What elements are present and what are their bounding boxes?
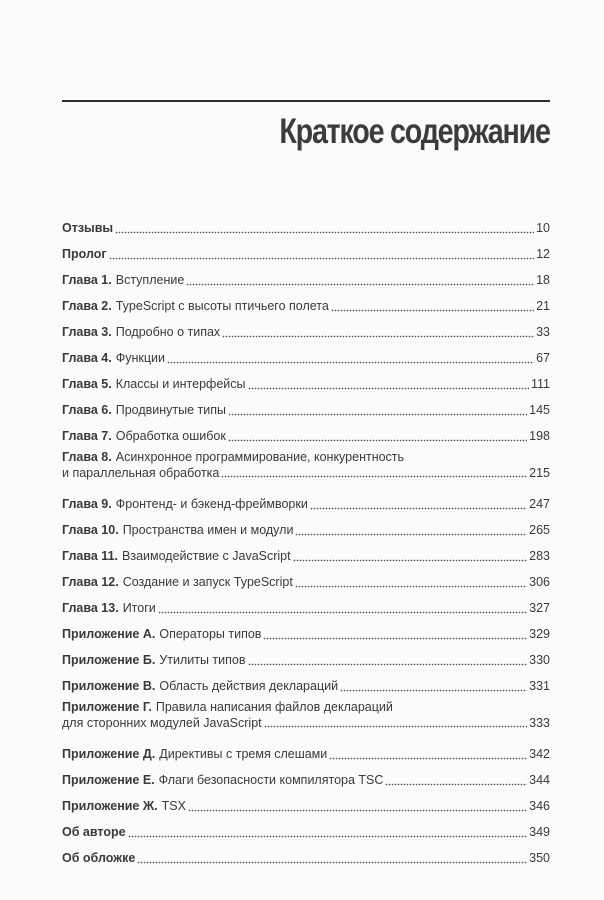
- dot-leader: [340, 689, 527, 692]
- dot-leader: [158, 611, 527, 614]
- entry-title: Взаимодействие с JavaScript: [122, 549, 291, 563]
- dot-leader: [137, 861, 527, 864]
- dot-leader: [264, 725, 528, 728]
- toc-entry[interactable]: [62, 517, 550, 543]
- dot-leader: [329, 757, 527, 760]
- page-number: 33: [536, 325, 550, 339]
- page-number: 215: [529, 466, 550, 480]
- dot-leader: [188, 809, 527, 812]
- entry-label: Приложение Ж.: [62, 799, 158, 813]
- toc-entry[interactable]: [62, 319, 550, 345]
- entry-title: Флаги безопасности компилятора TSC: [158, 773, 384, 787]
- page-number: 10: [536, 221, 550, 235]
- toc-entry[interactable]: [62, 673, 550, 699]
- toc-entry[interactable]: [62, 845, 550, 871]
- page-number: 198: [529, 429, 550, 443]
- entry-label: Об авторе: [62, 825, 126, 839]
- page-number: 330: [529, 653, 550, 667]
- page-number: 67: [536, 351, 550, 365]
- dot-leader: [310, 507, 527, 510]
- toc-entry[interactable]: [62, 345, 550, 371]
- entry-title: TSX: [161, 799, 186, 813]
- header-rule: [62, 100, 550, 102]
- entry-title: Классы и интерфейсы: [115, 377, 246, 391]
- entry-label: Глава 6.: [62, 403, 112, 417]
- page-number: 306: [529, 575, 550, 589]
- toc-entry[interactable]: [62, 267, 550, 293]
- dot-leader: [293, 559, 528, 562]
- table-of-contents: [62, 215, 550, 871]
- entry-title: Асинхронное программирование, конкурентность: [115, 450, 405, 464]
- entry-title: Функции: [115, 351, 165, 365]
- entry-title-continued: и параллельная обработка: [62, 466, 220, 480]
- page-number: 145: [529, 403, 550, 417]
- toc-entry[interactable]: [62, 767, 550, 793]
- entry-title: Фронтенд- и бэкенд-фреймворки: [115, 497, 308, 511]
- page-number: 21: [536, 299, 550, 313]
- dot-leader: [295, 533, 527, 536]
- entry-title: Область действия деклараций: [159, 679, 339, 693]
- entry-label: Глава 2.: [62, 299, 112, 313]
- dot-leader: [248, 663, 528, 666]
- page-number: 12: [536, 247, 550, 261]
- toc-entry[interactable]: [62, 543, 550, 569]
- toc-entry[interactable]: [62, 449, 550, 491]
- toc-entry[interactable]: [62, 569, 550, 595]
- page-number: 18: [536, 273, 550, 287]
- page-number: 329: [529, 627, 550, 641]
- dot-leader: [109, 257, 535, 260]
- entry-label: Глава 1.: [62, 273, 112, 287]
- entry-title: Итоги: [122, 601, 156, 615]
- dot-leader: [167, 361, 534, 364]
- dot-leader: [248, 387, 529, 390]
- toc-entry[interactable]: [62, 423, 550, 449]
- entry-label: Приложение А.: [62, 627, 156, 641]
- page-number: 111: [530, 377, 550, 391]
- entry-title: Правила написания файлов деклараций: [155, 700, 393, 714]
- entry-label: Пролог: [62, 247, 107, 261]
- toc-entry[interactable]: [62, 595, 550, 621]
- dot-leader: [222, 335, 534, 338]
- dot-leader: [263, 637, 527, 640]
- page-number: 346: [529, 799, 550, 813]
- entry-label: Глава 10.: [62, 523, 119, 537]
- entry-title: Создание и запуск TypeScript: [122, 575, 293, 589]
- toc-entry[interactable]: [62, 621, 550, 647]
- dot-leader: [115, 231, 534, 234]
- entry-title: Подробно о типах: [115, 325, 221, 339]
- entry-label: Глава 12.: [62, 575, 119, 589]
- toc-entry[interactable]: [62, 293, 550, 319]
- entry-title: Вступление: [115, 273, 185, 287]
- entry-label: Приложение Б.: [62, 653, 156, 667]
- page-title: Краткое содержание: [279, 112, 550, 151]
- entry-label: Глава 8.: [62, 450, 112, 464]
- entry-label: Приложение Е.: [62, 773, 155, 787]
- toc-entry[interactable]: [62, 491, 550, 517]
- page-number: 344: [529, 773, 550, 787]
- page-number: 342: [529, 747, 550, 761]
- entry-title: Директивы с тремя слешами: [159, 747, 328, 761]
- page-number: 350: [529, 851, 550, 865]
- toc-entry[interactable]: [62, 741, 550, 767]
- entry-title-continued: для сторонних модулей JavaScript: [62, 716, 262, 730]
- page-number: 283: [529, 549, 550, 563]
- entry-label: Об обложке: [62, 851, 136, 865]
- page-number: 265: [529, 523, 550, 537]
- toc-entry[interactable]: [62, 241, 550, 267]
- dot-leader: [228, 439, 527, 442]
- entry-title: TypeScript с высоты птичьего полета: [115, 299, 329, 313]
- dot-leader: [228, 413, 527, 416]
- entry-title: Операторы типов: [159, 627, 262, 641]
- entry-title: Обработка ошибок: [115, 429, 226, 443]
- entry-label: Глава 13.: [62, 601, 119, 615]
- toc-entry[interactable]: [62, 397, 550, 423]
- entry-label: Приложение Д.: [62, 747, 156, 761]
- entry-label: Глава 11.: [62, 549, 118, 563]
- entry-title: Утилиты типов: [159, 653, 246, 667]
- toc-entry[interactable]: [62, 699, 550, 741]
- dot-leader: [331, 309, 534, 312]
- entry-label: Глава 3.: [62, 325, 112, 339]
- page-number: 349: [529, 825, 550, 839]
- toc-entry[interactable]: [62, 371, 550, 397]
- dot-leader: [295, 585, 527, 588]
- entry-label: Глава 4.: [62, 351, 112, 365]
- entry-label: Глава 5.: [62, 377, 112, 391]
- page-number: 247: [529, 497, 550, 511]
- entry-label: Глава 9.: [62, 497, 112, 511]
- page-number: 331: [529, 679, 550, 693]
- dot-leader: [221, 475, 527, 478]
- entry-label: Отзывы: [62, 221, 114, 235]
- entry-label: Глава 7.: [62, 429, 112, 443]
- entry-label: Приложение В.: [62, 679, 156, 693]
- toc-entry[interactable]: [62, 647, 550, 673]
- entry-title: Продвинутые типы: [115, 403, 227, 417]
- dot-leader: [385, 783, 527, 786]
- entry-title: Пространства имен и модули: [122, 523, 294, 537]
- toc-entry[interactable]: [62, 819, 550, 845]
- entry-label: Приложение Г.: [62, 700, 152, 714]
- page-number: 333: [529, 716, 550, 730]
- toc-entry[interactable]: [62, 793, 550, 819]
- dot-leader: [128, 835, 528, 838]
- toc-entry[interactable]: [62, 215, 550, 241]
- page-number: 327: [529, 601, 550, 615]
- dot-leader: [186, 283, 534, 286]
